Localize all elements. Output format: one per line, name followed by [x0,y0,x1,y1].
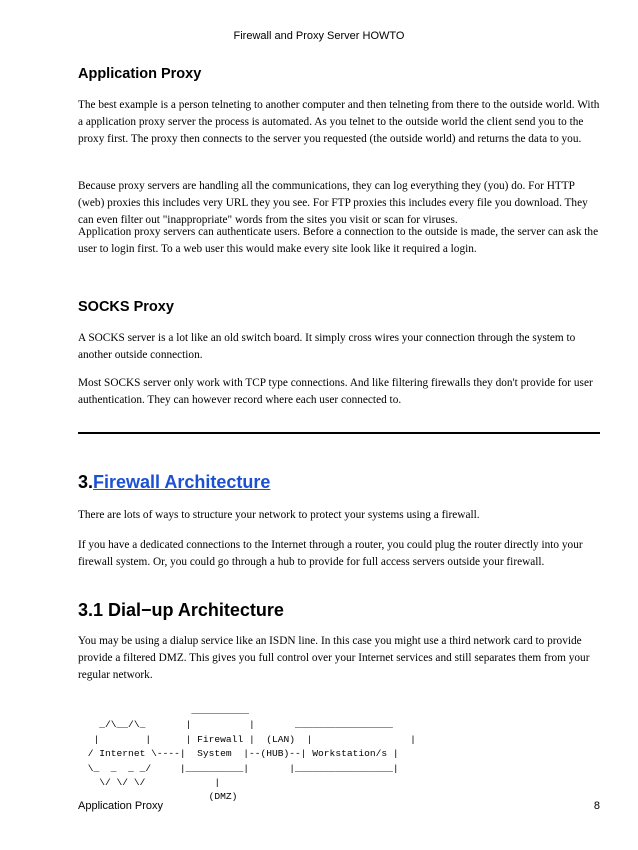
socks-proxy-section [78,299,600,315]
chapter-3-heading-block [78,472,600,493]
socks-paragraph-1 [78,330,600,364]
socks-paragraph-2 [78,375,600,409]
dialup-architecture-heading: 3.1 Dial−up Architecture [78,600,284,620]
paragraph: Application proxy servers can authenticate users. Before a connection to the outside is made, the server can ask the user to login first. To a web user this would make every site look like it required a login. [78,226,599,255]
paragraph: A SOCKS server is a lot like an old switch board. It simply cross wires your connection through the system to another outside connection. [78,332,576,361]
dialup-paragraph-1 [78,633,600,684]
socks-proxy-heading: SOCKS Proxy [78,299,174,315]
application-proxy-section [78,66,600,82]
page-number: 8 [593,800,600,812]
running-header: Firewall and Proxy Server HOWTO [233,30,405,42]
paragraph: You may be using a dialup service like an ISDN line. In this case you might use a third network card to provide provide a filtered DMZ. This gives you full control over your Internet services and still separates them from your regular network. [78,635,590,681]
dialup-heading-block [78,600,600,621]
application-proxy-paragraph-3 [78,224,600,258]
application-proxy-heading: Application Proxy [78,66,202,82]
application-proxy-paragraph-2 [78,178,600,229]
paragraph: If you have a dedicated connections to the Internet through a router, you could plug the router directly into your firewall system. Or, you could go through a hub to provide for full access servers outside your firewall. [78,539,583,568]
horizontal-rule [78,432,600,434]
chapter-number: 3. [78,472,94,492]
paragraph: There are lots of ways to structure your network to protect your systems using a firewall. [78,509,480,521]
chapter-3-heading [78,472,600,493]
application-proxy-paragraph-1 [78,97,600,148]
footer-section-name: Application Proxy [78,800,163,812]
dialup-network-diagram: __________ _/\__/\_ | | _________________ | | | Firewall | (LAN) | | / Internet \----| System |--(HUB)--| Workstation/s | \_ _ _ _/ |__________| |_________________| \/ \/ \/ | (DMZ) [87,705,416,803]
firewall-architecture-link[interactable]: Firewall Architecture [93,472,271,492]
paragraph: The best example is a person telneting to another computer and then telneting from there to the outside world. With a application proxy server the process is automated. As you telnet to the outside world the client send you to the proxy first. The proxy then connects to the server you requested (the outside world) and returns the data to you. [78,99,600,145]
paragraph: Because proxy servers are handling all the communications, they can log everything they (you) do. For HTTP (web) proxies this includes very URL they you see. For FTP proxies this includes every file you download. They can even filter out "inappropriate" words from the sites you visit or scan for viruses. [78,180,588,226]
chapter-3-paragraph-1 [78,507,600,524]
chapter-3-paragraph-2 [78,537,600,571]
paragraph: Most SOCKS server only work with TCP type connections. And like filtering firewalls they don't provide for user authentication. They can however record where each user connected to. [78,377,593,406]
